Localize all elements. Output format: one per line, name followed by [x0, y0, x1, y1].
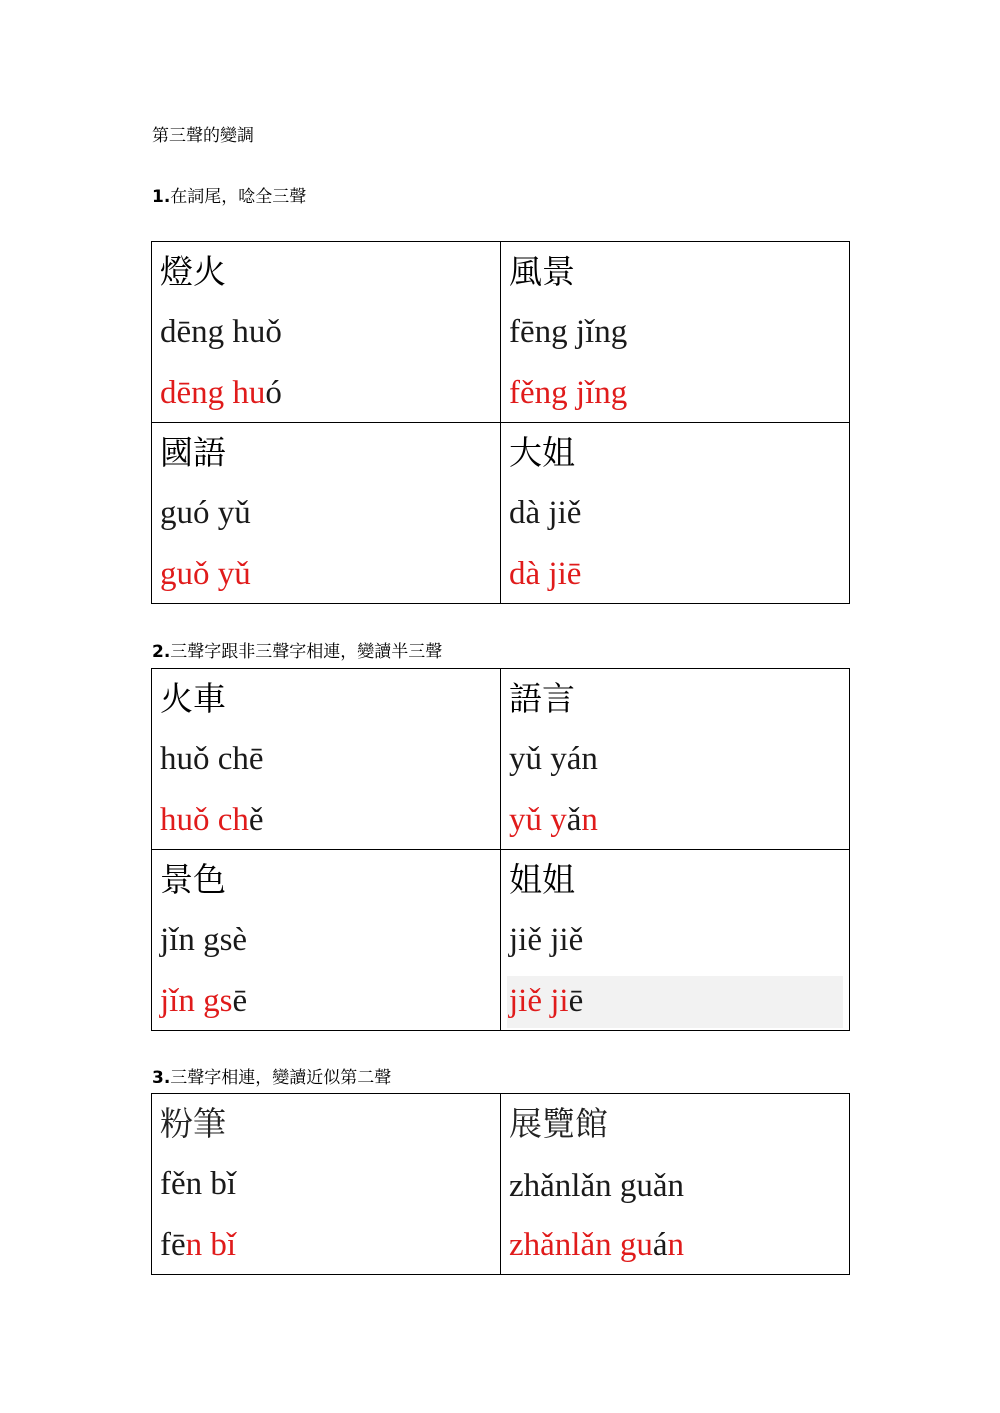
- section-3-heading: [152, 1067, 391, 1089]
- pinyin-segment: n: [581, 802, 598, 838]
- pinyin-tone-sandhi: [160, 1225, 236, 1265]
- pinyin-original: fēng jǐng: [509, 314, 628, 350]
- pinyin-segment: ǎ: [566, 802, 582, 838]
- section-2-table: [151, 668, 850, 1031]
- section-3-text: 三聲字相連，變讀近似第二聲: [170, 1068, 392, 1088]
- pinyin-original: jǐn gsè: [160, 922, 248, 958]
- pinyin-tone-sandhi: [509, 1225, 684, 1265]
- word-hanzi: 風景: [509, 252, 575, 291]
- pinyin-segment: dà jiē: [509, 556, 582, 592]
- pinyin-original: fěn bǐ: [160, 1166, 237, 1202]
- pinyin-segment: zhǎnlǎn gu: [509, 1227, 653, 1263]
- section-2-number: 2.: [152, 642, 171, 662]
- section-1-table: [151, 241, 850, 604]
- pinyin-segment: ó: [265, 375, 282, 411]
- section-3-table: [151, 1093, 850, 1275]
- pinyin-segment: jiě ji: [509, 983, 569, 1019]
- pinyin-segment: f: [160, 1227, 171, 1263]
- word-hanzi: 景色: [160, 860, 226, 899]
- pinyin-segment: n: [667, 1227, 685, 1263]
- pinyin-original: yǔ yán: [509, 741, 598, 777]
- section-2-heading: [152, 641, 442, 663]
- word-hanzi: 火車: [160, 679, 226, 718]
- pinyin-segment: á: [652, 1227, 668, 1263]
- pinyin-original: zhǎnlǎn guǎn: [509, 1168, 685, 1204]
- pinyin-segment: ē: [171, 1227, 186, 1263]
- cell-s2-3: [152, 850, 501, 1031]
- page-title: 第三聲的變調: [152, 126, 254, 146]
- pinyin-tone-sandhi: [509, 554, 581, 594]
- section-3-number: 3.: [152, 1068, 171, 1088]
- word-hanzi: 姐姐: [509, 860, 575, 899]
- section-2-text: 三聲字跟非三聲字相連，變讀半三聲: [170, 642, 443, 662]
- pinyin-segment: n bǐ: [185, 1227, 237, 1263]
- cell-s2-4: [501, 850, 850, 1031]
- word-hanzi: 國語: [160, 433, 226, 472]
- pinyin-original: huǒ chē: [160, 741, 264, 777]
- section-1-number: 1.: [152, 187, 171, 207]
- cell-s1-4: [501, 423, 850, 604]
- pinyin-segment: guǒ yǔ: [160, 556, 251, 592]
- pinyin-tone-sandhi: [160, 981, 247, 1021]
- pinyin-original: jiě jiě: [509, 922, 584, 958]
- cell-s1-3: [152, 423, 501, 604]
- word-hanzi: 燈火: [160, 252, 226, 291]
- pinyin-segment: dēng hu: [160, 375, 266, 411]
- pinyin-original: guó yǔ: [160, 495, 251, 531]
- word-hanzi: 粉筆: [160, 1104, 226, 1143]
- pinyin-segment: ē: [568, 983, 584, 1019]
- cell-s2-1: [152, 669, 501, 850]
- pinyin-tone-sandhi: [509, 981, 583, 1021]
- cell-s3-2: [501, 1094, 850, 1275]
- section-1-text: 在詞尾，唸全三聲: [170, 187, 307, 207]
- pinyin-tone-sandhi: [509, 800, 598, 840]
- section-1-heading: [152, 186, 306, 208]
- pinyin-segment: jǐn gs: [160, 983, 233, 1019]
- pinyin-original: dà jiě: [509, 495, 582, 531]
- pinyin-segment: yǔ y: [509, 802, 567, 838]
- pinyin-original: dēng huǒ: [160, 314, 282, 350]
- cell-s2-2: [501, 669, 850, 850]
- pinyin-segment: ē: [232, 983, 248, 1019]
- word-hanzi: 語言: [509, 679, 575, 718]
- pinyin-segment: huǒ ch: [160, 802, 249, 838]
- cell-s1-1: [152, 242, 501, 423]
- pinyin-segment: fěng jǐng: [509, 375, 628, 411]
- pinyin-segment: ě: [248, 802, 264, 838]
- cell-s1-2: [501, 242, 850, 423]
- pinyin-tone-sandhi: [160, 554, 251, 594]
- word-hanzi: 大姐: [509, 433, 575, 472]
- cell-s3-1: [152, 1094, 501, 1275]
- pinyin-tone-sandhi: [509, 373, 627, 413]
- pinyin-tone-sandhi: [160, 373, 282, 413]
- pinyin-tone-sandhi: [160, 800, 264, 840]
- word-hanzi: 展覽館: [509, 1104, 608, 1143]
